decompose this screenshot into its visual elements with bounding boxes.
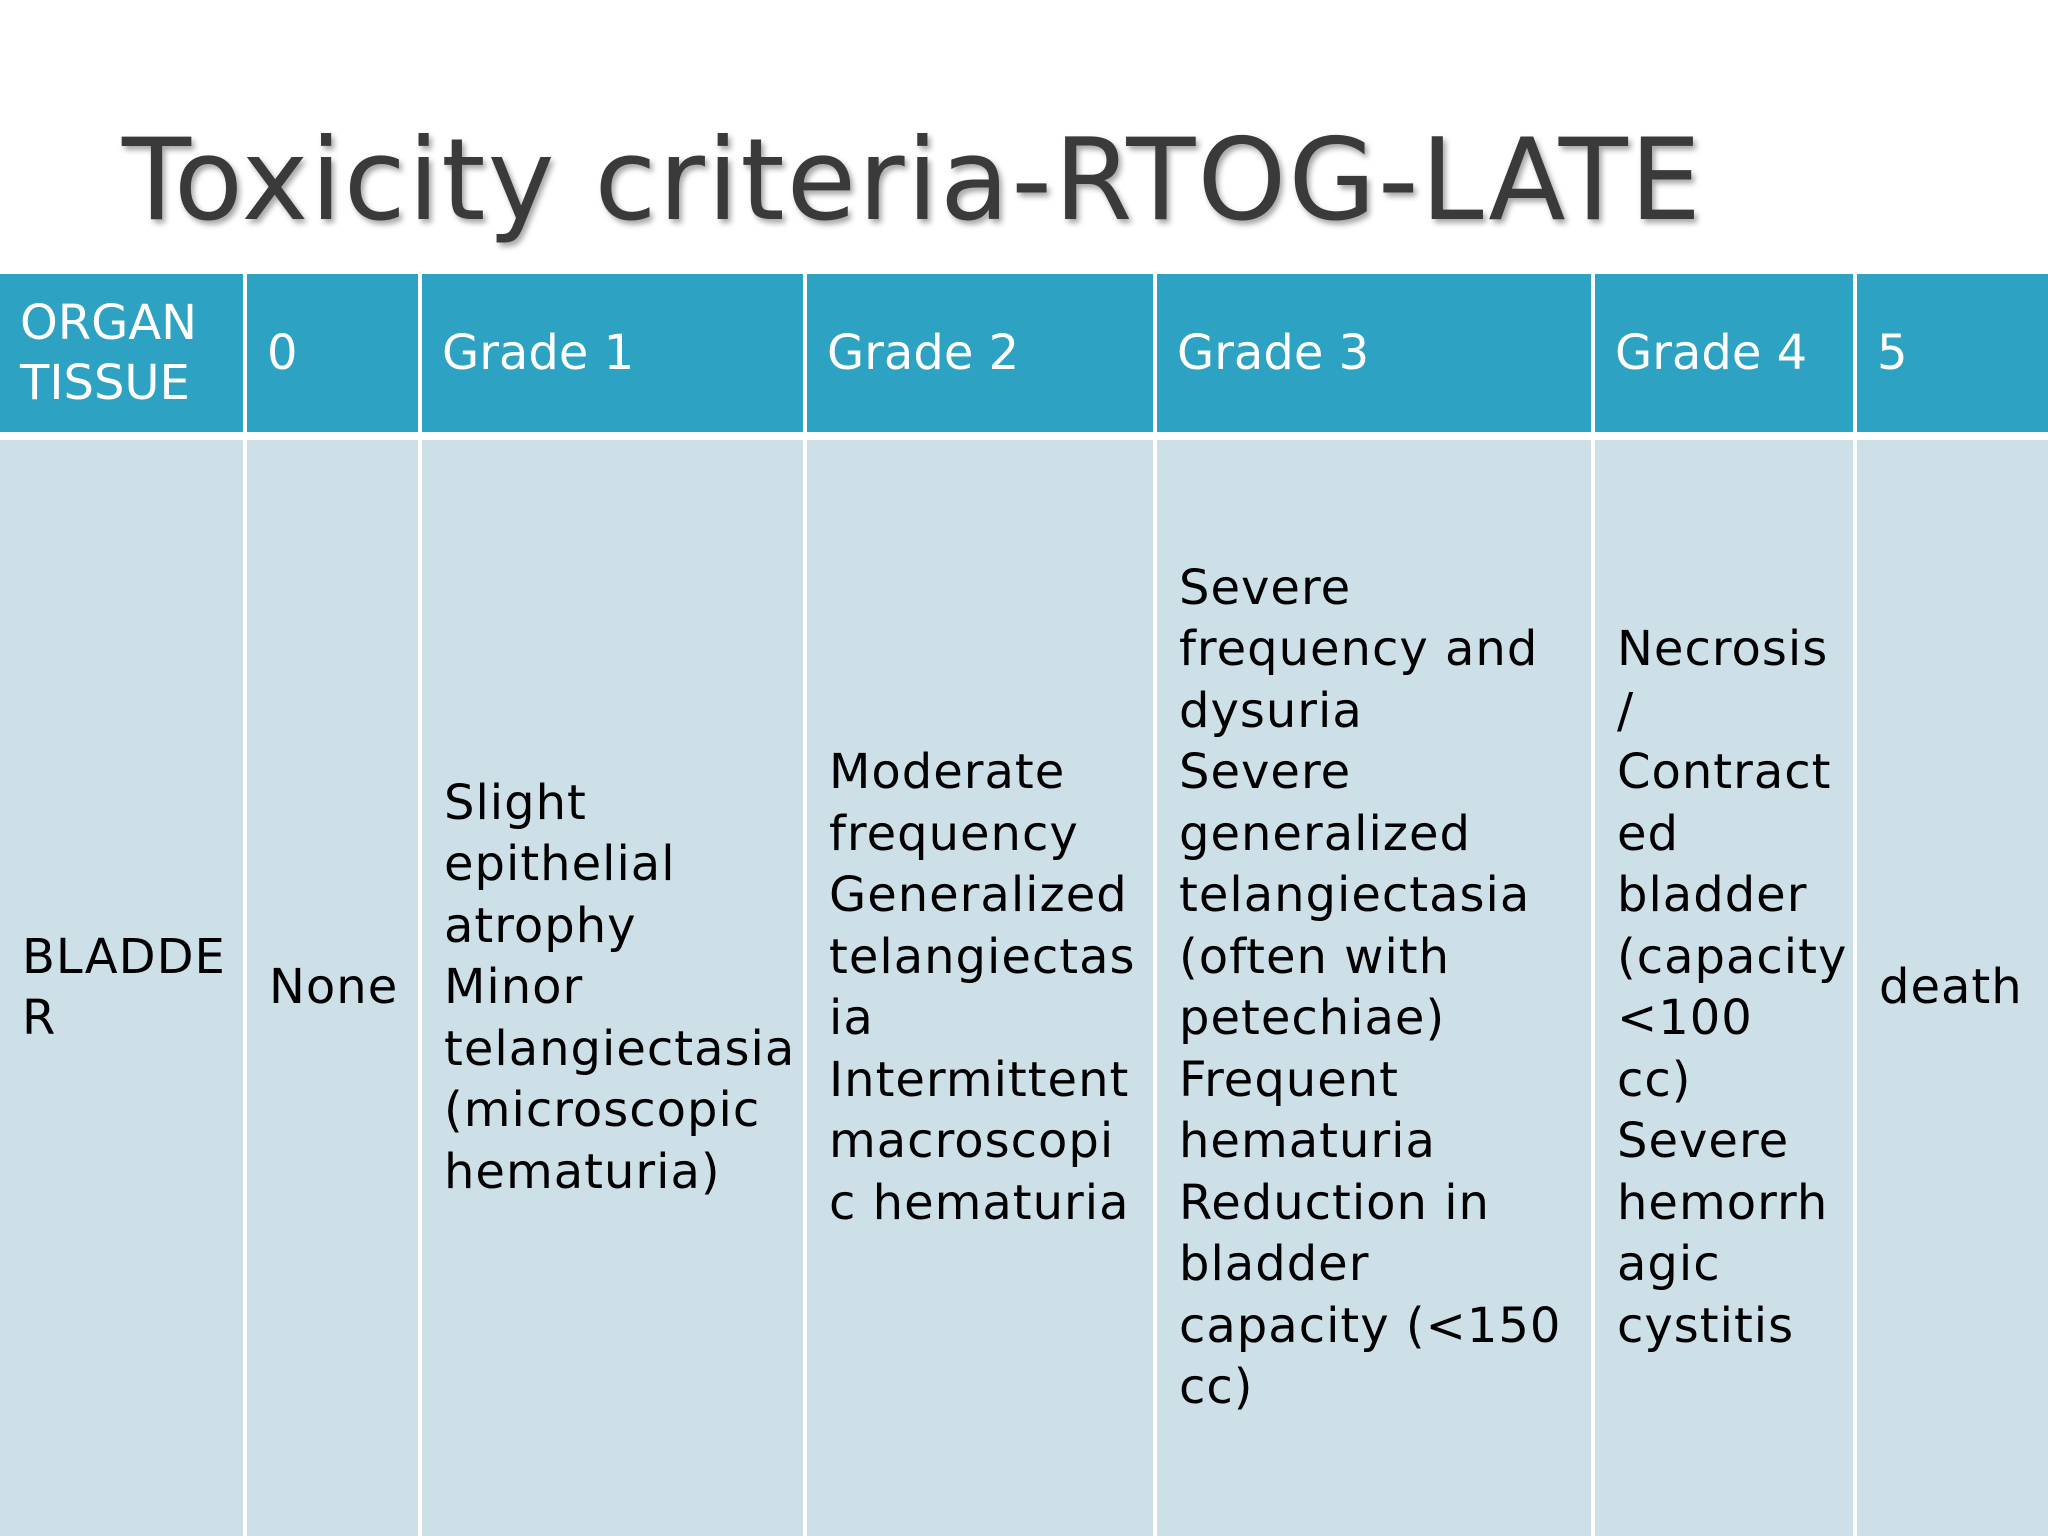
cell-text-line: ia <box>829 990 874 1046</box>
cell-text-line: hemorrh <box>1617 1174 1829 1231</box>
cell-text-line: hematuria) <box>444 1143 721 1200</box>
header-text-line: TISSUE <box>20 355 190 411</box>
header-grade-0 <box>245 274 420 436</box>
cell-text-line: Frequent <box>1179 1051 1399 1108</box>
cell-grade-0 <box>245 436 420 1536</box>
header-grade-5 <box>1855 274 2048 436</box>
header-text-line: Grade 4 <box>1615 325 1808 381</box>
cell-text-line: (often with <box>1179 928 1451 985</box>
cell-text-line: Reduction in <box>1179 1174 1490 1231</box>
header-grade-1 <box>420 274 805 436</box>
cell-text-line: / <box>1617 682 1635 739</box>
header-text-line: 5 <box>1877 325 1908 381</box>
cell-text-line: Severe <box>1617 1113 1790 1169</box>
cell-grade-1 <box>420 436 805 1536</box>
toxicity-table <box>0 274 2048 1536</box>
cell-text-line: Minor <box>444 959 584 1016</box>
cell-grade-2 <box>805 436 1155 1536</box>
cell-text-line: petechiae) <box>1179 990 1446 1046</box>
cell-text-line: (capacity <box>1617 928 1848 985</box>
cell-text-line: Necrosis <box>1617 621 1829 677</box>
cell-text-line: epithelial <box>444 836 676 893</box>
cell-text-line: telangiectasia <box>1179 867 1531 923</box>
header-grade-4 <box>1593 274 1855 436</box>
cell-text-line: atrophy <box>444 897 637 954</box>
table-row <box>0 436 2048 1536</box>
cell-text-line: ed <box>1617 805 1679 862</box>
cell-grade-4 <box>1593 436 1855 1536</box>
cell-text-line: bladder <box>1179 1236 1370 1292</box>
cell-text-line: Slight <box>444 774 587 831</box>
cell-organ <box>0 436 245 1536</box>
cell-text-line: Intermittent <box>829 1051 1130 1108</box>
cell-text-line: telangiectas <box>829 928 1136 985</box>
cell-grade-3 <box>1155 436 1593 1536</box>
cell-text-line: dysuria <box>1179 682 1363 739</box>
cell-text-line: agic <box>1617 1236 1721 1292</box>
slide-title: Toxicity criteria-RTOG-LATE <box>122 114 1704 246</box>
cell-text-line: death <box>1879 959 2023 1016</box>
cell-text-line: R <box>22 990 57 1046</box>
cell-text-line: <100 <box>1617 990 1753 1046</box>
cell-text-line: None <box>269 959 399 1016</box>
cell-text-line: c hematuria <box>829 1174 1130 1231</box>
cell-text-line: cc) <box>1179 1359 1254 1415</box>
header-text-line: Grade 1 <box>442 325 635 381</box>
cell-text-line: BLADDE <box>22 928 226 985</box>
cell-text-line: Severe <box>1179 744 1352 800</box>
header-text-line: 0 <box>267 325 298 381</box>
cell-text-line: frequency and <box>1179 621 1539 677</box>
table-header-row <box>0 274 2048 436</box>
cell-text-line: bladder <box>1617 867 1808 923</box>
cell-text-line: Moderate <box>829 744 1066 800</box>
header-text-line: Grade 3 <box>1177 325 1370 381</box>
cell-text-line: telangiectasia <box>444 1020 796 1077</box>
table-body <box>0 436 2048 1536</box>
cell-text-line: Severe <box>1179 559 1352 616</box>
cell-grade-5 <box>1855 436 2048 1536</box>
cell-text-line: Generalized <box>829 867 1128 923</box>
header-organ-tissue <box>0 274 245 436</box>
header-text-line: Grade 2 <box>827 325 1020 381</box>
cell-text-line: Contract <box>1617 744 1832 800</box>
header-grade-2 <box>805 274 1155 436</box>
cell-text-line: hematuria <box>1179 1113 1436 1169</box>
cell-text-line: generalized <box>1179 805 1471 862</box>
header-text-line: ORGAN <box>20 295 198 351</box>
cell-text-line: frequency <box>829 805 1079 862</box>
cell-text-line: (microscopic <box>444 1082 761 1139</box>
cell-text-line: macroscopi <box>829 1113 1115 1169</box>
cell-text-line: cystitis <box>1617 1297 1795 1354</box>
cell-text-line: cc) <box>1617 1051 1692 1108</box>
header-grade-3 <box>1155 274 1593 436</box>
cell-text-line: capacity (<150 <box>1179 1297 1562 1354</box>
